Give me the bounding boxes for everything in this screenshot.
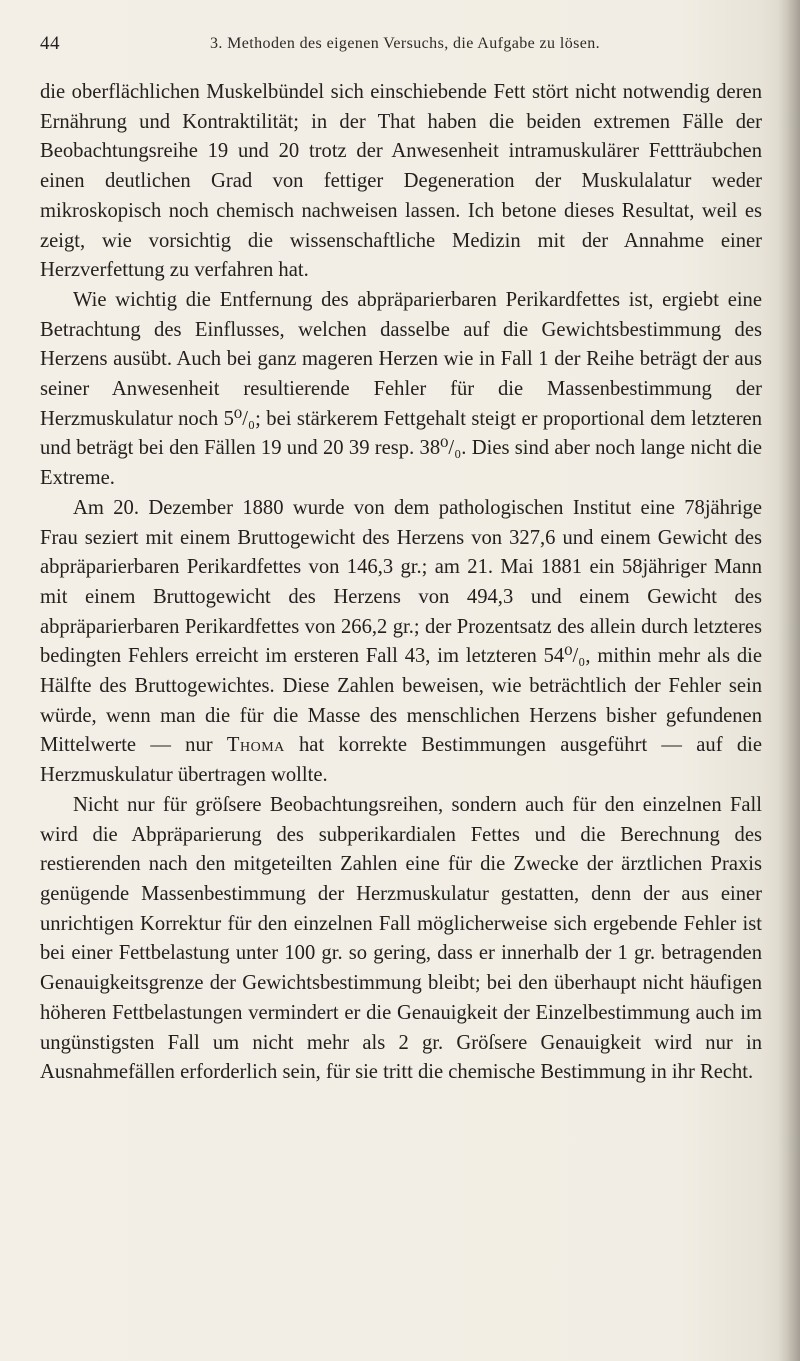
author-name-thoma: Thoma — [226, 734, 285, 757]
page-number: 44 — [40, 33, 60, 54]
body-text — [40, 78, 762, 1088]
running-head: 3. Methoden des eigenen Versuchs, die Aufgabe zu lösen. — [209, 35, 601, 52]
paragraph-3-text-before: Am 20. Dezember 1880 wurde von dem pathologischen Institut eine 78jährige Frau seziert mit einem Bruttogewicht des Herzens von 327,6 und einem Gewicht des abpräparierbaren Perikardfettes von 146,3 gr.; am 21. Mai 1881 ein 58jähriger Mann mit einem Bruttogewicht des Herzens von 494,3 und einem Gewicht des abpräparierbaren Perikardfettes von 266,2 gr.; der Prozentsatz des allein durch letzteres bedingten Fehlers erreicht im ersteren Fall 43, im letzteren 54⁰/₀, mithin mehr als die Hälfte des Bruttogewichtes. Diese Zahlen beweisen, wie beträchtlich der Fehler sein würde, wenn man die für die Masse des menschlichen Herzens bisher gefundenen Mittelwerte — nur — [40, 496, 762, 757]
paragraph-3-text-after: hat korrekte Bestimmungen ausgeführt — auf die Herzmuskulatur übertragen wollte. — [40, 734, 762, 787]
paragraph-1: die oberflächlichen Muskelbündel sich einschiebende Fett stört nicht notwendig deren Ernährung und Kontraktilität; in der That haben die beiden extremen Fälle der Beobachtungsreihe 19 und 20 trotz der Anwesenheit intramuskulärer Fettträubchen einen deutlichen Grad von fettiger Degeneration der Muskulalatur weder mikroskopisch noch chemisch nachweisen lassen. Ich betone dieses Resultat, weil es zeigt, wie vorsichtig die wissenschaftliche Medizin mit der Annahme einer Herzverfettung zu verfahren hat. — [40, 81, 762, 282]
page-header — [40, 33, 770, 59]
paragraph-4: Nicht nur für gröſsere Beobachtungsreihen, sondern auch für den einzelnen Fall wird die Abpräparierung des subperikardialen Fettes und die Berechnung des restierenden nach den mitgeteilten Zahlen eine für die Zwecke der ärztlichen Praxis genügende Massenbestimmung der Herzmuskulatur gestatten, denn der aus einer unrichtigen Korrektur für den einzelnen Fall möglicherweise sich ergebende Fehler ist bei einer Fettbelastung unter 100 gr. so gering, dass er innerhalb der 1 gr. betragenden Genauigkeitsgrenze der Gewichtsbestimmung bleibt; bei den überhaupt nicht häufigen höheren Fettbelastungen vermindert er die Genauigkeit der Einzelbestimmung auch im ungünstigsten Fall um nicht mehr als 2 gr. Gröſsere Genauigkeit wird nur in Ausnahmefällen erforderlich sein, für sie tritt die chemische Bestimmung in ihr Recht. — [40, 793, 762, 1084]
paragraph-2: Wie wichtig die Entfernung des abpräparierbaren Perikardfettes ist, ergiebt eine Betrachtung des Einflusses, welchen dasselbe auf die Gewichtsbestimmung des Herzens ausübt. Auch bei ganz mageren Herzen wie in Fall 1 der Reihe beträgt der aus seiner Anwesenheit resultierende Fehler für die Massenbestimmung der Herzmuskulatur noch 5⁰/₀; bei stärkerem Fettgehalt steigt er proportional dem letzteren und beträgt bei den Fällen 19 und 20 39 resp. 38⁰/₀. Dies sind aber noch lange nicht die Extreme. — [40, 288, 762, 490]
page-edge-shadow — [778, 0, 800, 1361]
paragraph-3 — [40, 494, 762, 791]
